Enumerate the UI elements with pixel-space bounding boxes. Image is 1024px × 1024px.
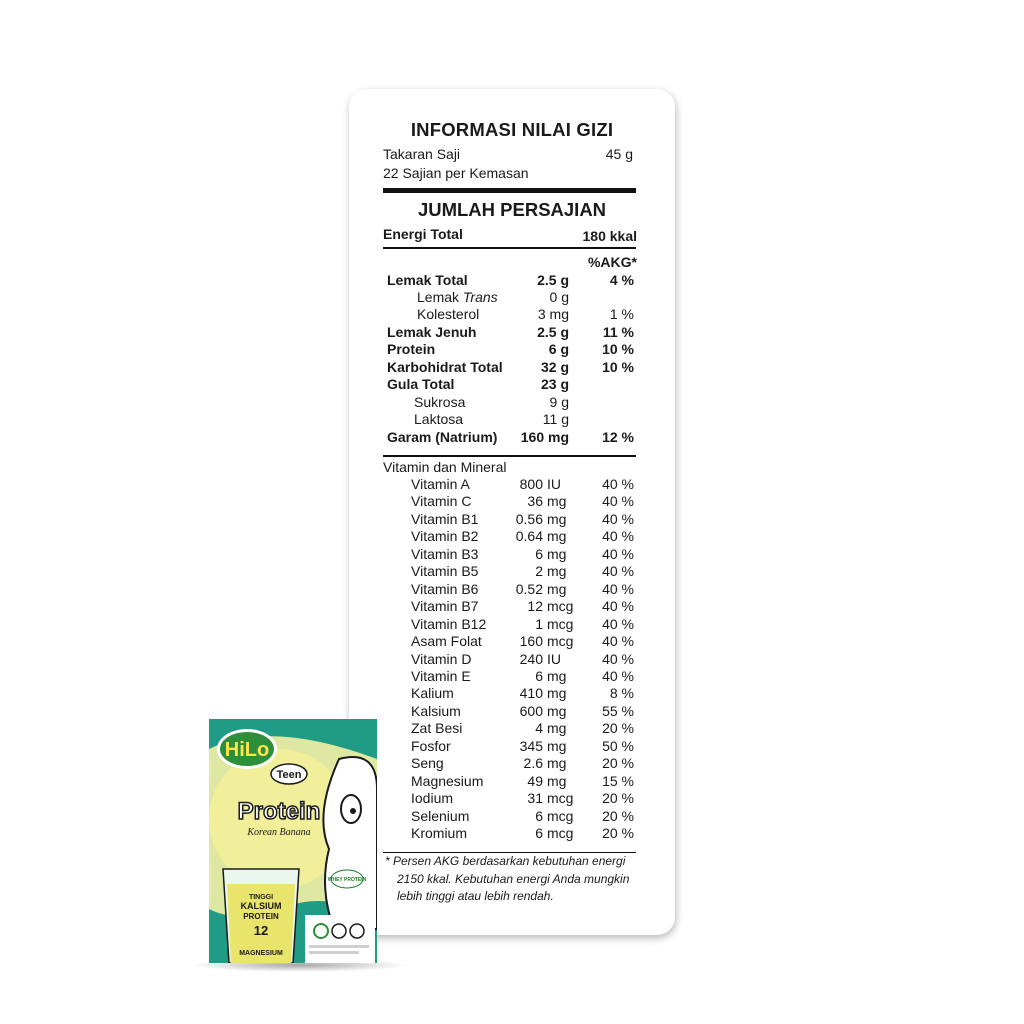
nutrient-akg: 10 % (602, 341, 634, 357)
vitamin-name: Kalsium (411, 702, 461, 719)
vitamin-akg: 50 % (602, 737, 634, 754)
vitamin-name: Zat Besi (411, 720, 463, 737)
amount-per-serving-title: JUMLAH PERSAJIAN (417, 199, 607, 220)
vitamin-akg: 20 % (602, 755, 634, 772)
nutrient-akg: 12 % (602, 429, 634, 445)
flavor-text: Korean Banana (247, 827, 311, 838)
servings-per-pack: 22 Sajian per Kemasan (383, 165, 529, 181)
halal-icon (332, 924, 346, 938)
vitamin-unit: mg (547, 667, 567, 684)
panel-title: INFORMASI NILAI GIZI (410, 119, 614, 140)
vitamin-row (349, 651, 675, 668)
vitamin-unit: mcg (547, 598, 574, 615)
vitamin-value: 800 (519, 476, 543, 492)
vitamin-row (349, 476, 675, 493)
nutrient-akg: 4 % (609, 272, 634, 288)
nutrient-amount: 3 mg (537, 306, 569, 322)
vitamin-name: Fosfor (411, 737, 451, 754)
footnote-line: * Persen AKG berdasarkan kebutuhan energi (385, 854, 626, 868)
vitamin-name: Vitamin B2 (411, 528, 479, 545)
vitamin-row (349, 616, 675, 633)
nutrient-row (349, 272, 675, 289)
vitamin-value: 6 (535, 825, 543, 841)
vitamin-akg: 40 % (602, 650, 634, 667)
vitamin-value: 49 (527, 772, 543, 789)
vitamin-unit: mg (547, 510, 567, 527)
vitamin-unit: mcg (547, 633, 574, 650)
nutrient-row (349, 306, 675, 323)
nutrient-name: Karbohidrat Total (387, 359, 503, 375)
nutrient-name: Garam (Natrium) (387, 429, 498, 445)
nutrient-amount: 9 g (549, 394, 569, 410)
claim-text: KALSIUM (240, 901, 282, 911)
serving-size-value: 45 g (605, 146, 633, 162)
vitamin-row (349, 633, 675, 650)
vitamin-row (349, 598, 675, 615)
vitamin-akg: 20 % (602, 807, 634, 824)
vitamin-value: 2.6 (523, 755, 543, 772)
vitamin-mineral-header: Vitamin dan Mineral (383, 459, 507, 475)
divider (383, 247, 636, 249)
vitamin-value: 160 (519, 633, 543, 650)
divider (383, 455, 636, 457)
claim-text: MAGNESIUM (239, 950, 283, 957)
nutrient-row (349, 376, 675, 393)
vitamin-row (349, 493, 675, 510)
vitamin-unit: mg (547, 737, 567, 754)
vitamin-unit: IU (547, 650, 561, 667)
vitamin-name: Vitamin B3 (411, 545, 479, 562)
nutrient-row (349, 341, 675, 358)
vitamin-value: 6 (535, 667, 543, 684)
vitamin-name: Magnesium (411, 772, 484, 789)
vitamin-name: Vitamin E (411, 667, 471, 684)
nutrient-name: Protein (387, 341, 436, 357)
vitamin-value: 0.56 (515, 510, 543, 527)
vitamin-akg: 20 % (602, 790, 634, 807)
certification-icon (314, 924, 328, 938)
vitamin-name: Iodium (411, 790, 454, 807)
serving-size-label: Takaran Saji (383, 146, 461, 162)
vitamin-name: Vitamin A (411, 476, 470, 492)
vitamin-akg: 8 % (609, 685, 634, 702)
vitamin-value: 410 (519, 685, 543, 702)
vitamin-name: Seng (411, 755, 444, 772)
claim-text: 12 (253, 923, 269, 938)
vitamin-akg: 40 % (602, 598, 634, 615)
nutrient-akg: 1 % (609, 306, 634, 322)
nutrient-name: Sukrosa (414, 394, 466, 410)
sub-brand-text: Teen (276, 769, 302, 781)
vitamin-row (349, 546, 675, 563)
nutrient-row (349, 324, 675, 341)
nutrient-row (349, 411, 675, 428)
vitamin-unit: mg (547, 493, 567, 510)
vitamin-value: 31 (527, 790, 543, 807)
vitamin-unit: mg (547, 755, 567, 772)
vitamin-row (349, 563, 675, 580)
vitamin-row (349, 511, 675, 528)
nutrition-facts-panel (349, 89, 675, 935)
vitamin-value: 345 (519, 737, 543, 754)
nutrient-name: Kolesterol (417, 306, 480, 322)
footnote (385, 853, 655, 906)
nutrient-akg: 10 % (602, 359, 634, 375)
vitamin-row (349, 825, 675, 842)
vitamin-row (349, 738, 675, 755)
vitamin-akg: 40 % (602, 528, 634, 545)
vitamin-akg: 40 % (602, 667, 634, 684)
nutrient-amount: 32 g (540, 359, 569, 375)
vitamin-name: Vitamin B12 (411, 615, 487, 632)
nutrient-amount: 23 g (540, 376, 569, 392)
vitamin-unit: mg (547, 528, 567, 545)
vitamin-row (349, 703, 675, 720)
energy-label: Energi Total (383, 226, 463, 242)
vitamin-row (349, 755, 675, 772)
vitamin-row (349, 808, 675, 825)
vitamin-name: Vitamin B5 (411, 563, 479, 580)
vitamin-unit: mg (547, 702, 567, 719)
nutrient-amount: 2.5 g (537, 324, 569, 340)
vitamin-value: 2 (535, 563, 543, 580)
vitamin-row (349, 773, 675, 790)
vitamin-unit: mcg (547, 825, 574, 841)
vitamin-unit: mg (547, 580, 567, 597)
nutrient-row (349, 359, 675, 376)
vitamin-row (349, 581, 675, 598)
vitamin-akg: 40 % (602, 493, 634, 510)
nutrient-akg: 11 % (602, 324, 634, 340)
vitamin-unit: mg (547, 545, 567, 562)
vitamin-unit: IU (547, 476, 561, 492)
nutrient-row (349, 429, 675, 446)
vitamin-akg: 55 % (602, 702, 634, 719)
vitamin-row (349, 528, 675, 545)
vitamin-akg: 20 % (602, 720, 634, 737)
vitamin-unit: mg (547, 563, 567, 580)
vitamin-name: Vitamin B6 (411, 580, 479, 597)
claim-text: TINGGI (248, 894, 274, 901)
vitamin-name: Kromium (411, 825, 468, 841)
vitamin-akg: 40 % (602, 633, 634, 650)
vitamin-name: Vitamin D (411, 650, 472, 667)
vitamin-value: 240 (519, 650, 543, 667)
vitamin-name: Vitamin B7 (411, 598, 479, 615)
footnote-line: 2150 kkal. Kebutuhan energi Anda mungkin (397, 871, 630, 886)
thick-divider (383, 188, 636, 193)
vitamin-value: 6 (535, 807, 543, 824)
nutrient-row (349, 394, 675, 411)
nutrient-amount: 6 g (548, 341, 569, 357)
vitamin-row (349, 720, 675, 737)
nutrient-amount: 2.5 g (537, 272, 569, 288)
akg-header: %AKG* (587, 254, 637, 270)
vitamin-akg: 40 % (602, 563, 634, 580)
vitamin-name: Kalium (411, 685, 454, 702)
vitamin-akg: 40 % (602, 545, 634, 562)
vitamin-value: 12 (527, 598, 543, 615)
nutrient-name: Laktosa (414, 411, 464, 427)
product-package-art (209, 719, 377, 963)
vitamin-value: 0.52 (515, 580, 543, 597)
vitamin-unit: mcg (547, 615, 574, 632)
nutrient-name: Lemak Trans (417, 289, 498, 305)
vitamin-akg: 40 % (602, 476, 634, 492)
vitamin-akg: 40 % (602, 510, 634, 527)
nutrient-amount: 11 g (542, 411, 569, 427)
vitamin-row (349, 685, 675, 702)
vitamin-unit: mg (547, 685, 567, 702)
vitamin-value: 1 (535, 615, 543, 632)
vitamin-row (349, 790, 675, 807)
vitamin-name: Asam Folat (411, 633, 482, 650)
vitamin-unit: mcg (547, 790, 574, 807)
brand-logo-text: HiLo (224, 739, 270, 761)
vitamin-unit: mg (547, 772, 567, 789)
energy-value: 180 kkal (582, 228, 637, 244)
nutrient-name: Gula Total (387, 376, 455, 392)
badge-text: WHEY PROTEIN (327, 877, 367, 883)
nutrient-name: Lemak Total (387, 272, 468, 288)
product-name-text: Protein (237, 798, 321, 825)
nutrient-amount: 160 mg (520, 429, 569, 445)
nutrient-row (349, 289, 675, 306)
nutrient-name: Lemak Jenuh (387, 324, 477, 340)
vitamin-value: 36 (527, 493, 543, 510)
vitamin-unit: mg (547, 720, 567, 737)
vitamin-akg: 40 % (602, 615, 634, 632)
vitamin-akg: 15 % (602, 772, 634, 789)
vitamin-name: Vitamin B1 (411, 510, 479, 527)
nutrient-amount: 0 g (549, 289, 569, 305)
sni-icon (350, 924, 364, 938)
vitamin-value: 4 (535, 720, 543, 737)
vitamin-value: 600 (519, 702, 543, 719)
product-package (209, 719, 377, 963)
claim-text: PROTEIN (243, 912, 279, 921)
footnote-line: lebih tinggi atau lebih rendah. (397, 889, 554, 903)
vitamin-row (349, 668, 675, 685)
vitamin-akg: 40 % (602, 580, 634, 597)
vitamin-name: Selenium (411, 807, 470, 824)
vitamin-akg: 20 % (602, 825, 634, 841)
vitamin-unit: mcg (547, 807, 574, 824)
vitamin-name: Vitamin C (411, 493, 472, 510)
vitamin-value: 0.64 (515, 528, 543, 545)
vitamin-value: 6 (535, 545, 543, 562)
